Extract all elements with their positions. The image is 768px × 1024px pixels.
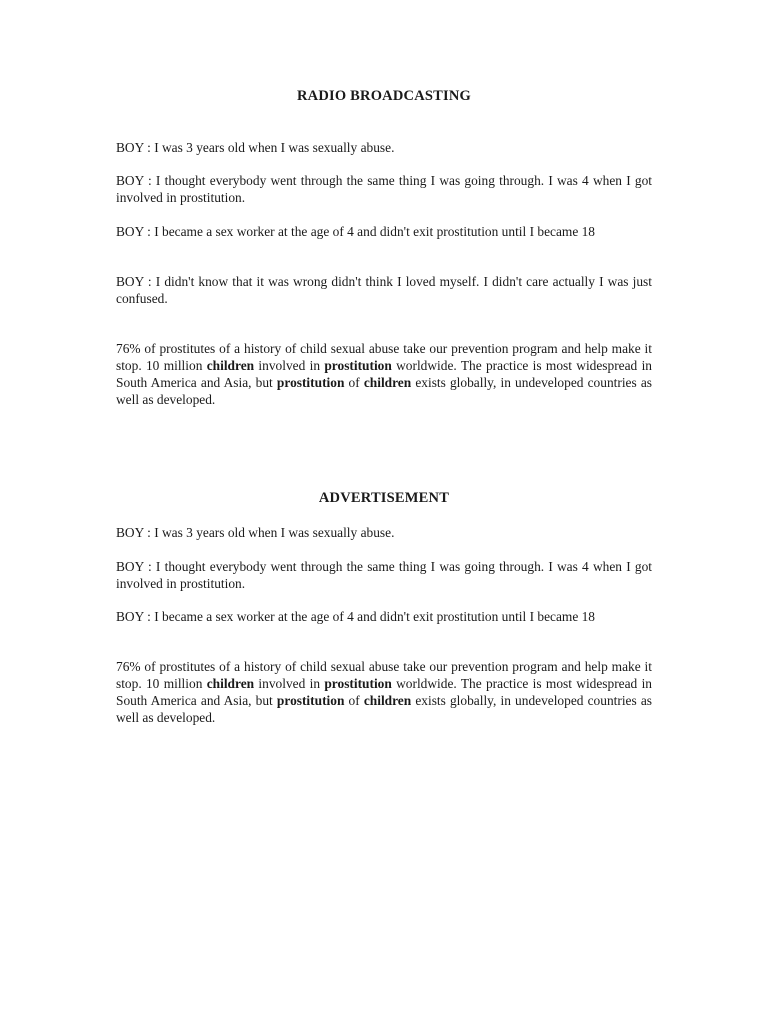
advert-stat-bold-prostitution-1: prostitution xyxy=(324,676,392,691)
radio-stat-bold-children-2: children xyxy=(363,375,412,390)
advert-boy-line-3: BOY : I became a sex worker at the age of 4 and didn't exit prostitution until I became 18 xyxy=(116,609,596,624)
radio-stat-bold-prostitution-1: prostitution xyxy=(324,358,392,373)
radio-stat-text-2: involved in xyxy=(254,358,325,373)
radio-broadcasting-heading: RADIO BROADCASTING xyxy=(297,88,471,104)
radio-boy-line-2: BOY : I thought everybody went through the same thing I was going through. I was 4 when I got involved in prostitution. xyxy=(116,173,652,205)
advert-statistics-paragraph xyxy=(116,658,652,726)
advert-boy-line-2: BOY : I thought everybody went through the same thing I was going through. I was 4 when I got involved in prostitution. xyxy=(116,559,652,591)
advertisement-heading: ADVERTISEMENT xyxy=(318,490,450,506)
advert-boy-line-1: BOY : I was 3 years old when I was sexually abuse. xyxy=(116,525,395,540)
advert-stat-text-5: exists globally, in undeveloped countries as well as developed. xyxy=(116,693,652,725)
advert-stat-text-4: of xyxy=(344,693,364,708)
radio-stat-text-5: exists globally, in undeveloped countries as well as developed. xyxy=(116,375,652,407)
radio-boy-line-4: BOY : I didn't know that it was wrong didn't think I loved myself. I didn't care actually I was just confused. xyxy=(116,274,652,306)
advert-stat-text-1: 76% of prostitutes of a history of child sexual abuse take our prevention program and help make it stop. 10 million xyxy=(116,659,652,691)
advert-stat-text-2: involved in xyxy=(254,676,325,691)
advert-stat-bold-prostitution-2: prostitution xyxy=(276,693,345,708)
radio-statistics-paragraph xyxy=(116,340,652,408)
radio-stat-text-1: 76% of prostitutes of a history of child sexual abuse take our prevention program and help make it stop. 10 million xyxy=(116,341,652,373)
advert-stat-bold-children-1: children xyxy=(206,676,255,691)
radio-stat-bold-prostitution-2: prostitution xyxy=(276,375,345,390)
radio-stat-text-3: worldwide. The practice is most widespread in South America and Asia, but xyxy=(116,358,652,390)
radio-boy-line-3: BOY : I became a sex worker at the age of 4 and didn't exit prostitution until I became 18 xyxy=(116,224,596,239)
advert-stat-text-3: worldwide. The practice is most widespread in South America and Asia, but xyxy=(116,676,652,708)
radio-stat-text-4: of xyxy=(344,375,364,390)
radio-stat-bold-children-1: children xyxy=(206,358,255,373)
advert-stat-bold-children-2: children xyxy=(363,693,412,708)
radio-boy-line-1: BOY : I was 3 years old when I was sexually abuse. xyxy=(116,140,395,155)
